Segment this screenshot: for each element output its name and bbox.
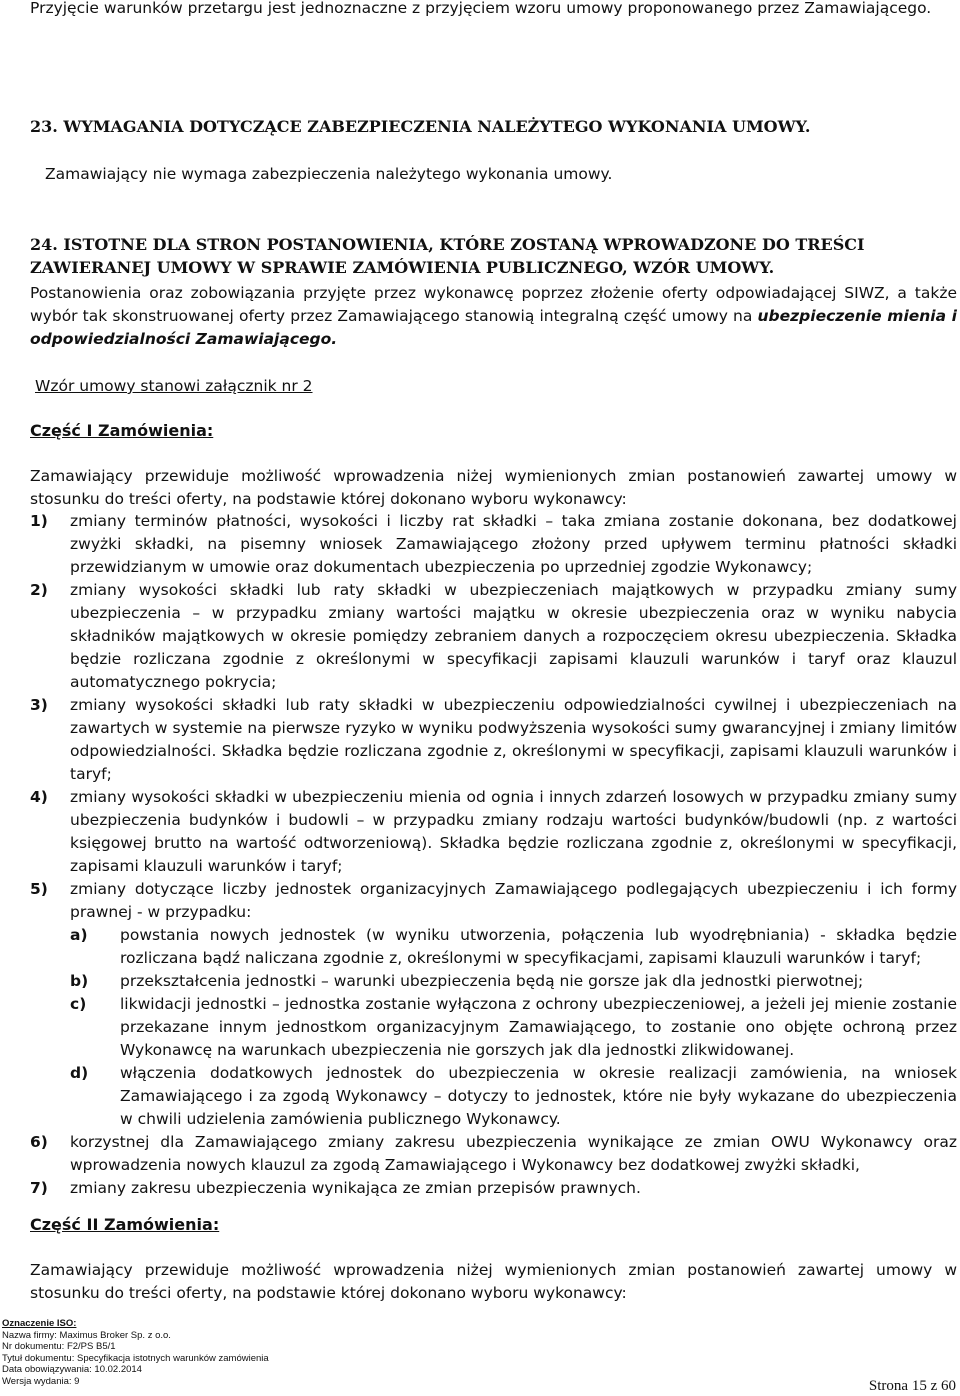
list-item-text: zmiany wysokości składki w ubezpieczeniu mienia od ognia i innych zdarzeń losowych w przypadku zmiany sumy ubezpieczenia budynków i budowli – w przypadku zmiany rodzaju wartości budynków/budowli (np. z wartości księgowej brutto na wartość odtworzeniową). Składka będzie rozliczana zgodnie z, określonymi w specyfikacji, zapisami klauzuli warunków i taryf; xyxy=(70,788,957,875)
footer-doc-number: Nr dokumentu: F2/PS B5/1 xyxy=(2,1341,116,1352)
sub-list-item-text: powstania nowych jednostek (w wyniku utworzenia, połączenia lub wyodrębniania) - składka będzie rozliczana bądź naliczana zgodnie z, określonymi w specyfikacjami, zapisami klauzuli warunków i taryf; xyxy=(120,926,957,967)
list-item xyxy=(30,878,957,924)
section-24-paragraph xyxy=(30,282,957,351)
section-23-text: Zamawiający nie wymaga zabezpieczenia należytego wykonania umowy. xyxy=(45,165,613,183)
document-footer xyxy=(2,1318,269,1387)
page-number: Strona 15 z 60 xyxy=(868,1378,956,1394)
list-item xyxy=(30,510,957,579)
sub-list-item xyxy=(70,924,957,970)
contract-template-note: Wzór umowy stanowi załącznik nr 2 xyxy=(35,377,313,395)
list-item-number: 2) xyxy=(30,581,48,599)
section-24-heading: 24. ISTOTNE DLA STRON POSTANOWIENIA, KTÓRE ZOSTANĄ WPROWADZONE DO TREŚCI ZAWIERANEJ UMOWY W SPRAWIE ZAMÓWIENIA PUBLICZNEGO, WZÓR UMOWY. xyxy=(30,235,865,277)
section-24-bold-text: ubezpieczenie mienia i odpowiedzialności Zamawiającego. xyxy=(30,307,957,348)
footer-iso-label: Oznaczenie ISO: xyxy=(2,1318,77,1329)
part-1-change-list xyxy=(30,510,957,1200)
list-item-number: 1) xyxy=(30,512,48,530)
sub-list-item-text: włączenia dodatkowych jednostek do ubezpieczenia w okresie realizacji zamówienia, na wniosek Zamawiającego i za zgodą Wykonawcy – dotyczy to jednostek, które nie były wykazane do ubezpieczenia w chwili udzielenia zamówienia publicznego Wykonawcy. xyxy=(120,1064,957,1128)
sub-list-item-text: likwidacji jednostki – jednostka zostanie wyłączona z ochrony ubezpieczeniowej, a jeżeli jej mienie zostanie przekazane innym jednostkom organizacyjnym Zamawiającego, to zostanie ono objęte ochroną przez Wykonawcę na warunkach ubezpieczenia nie gorszych jak dla jednostki zlikwidowanej. xyxy=(120,995,957,1059)
sub-list-item-text: przekształcenia jednostki – warunki ubezpieczenia będą nie gorsze jak dla jednostki pierwotnej; xyxy=(120,972,864,990)
footer-valid-date: Data obowiązywania: 10.02.2014 xyxy=(2,1364,142,1375)
list-item-text: zmiany wysokości składki lub raty składki w ubezpieczeniach majątkowych w przypadku zmiany sumy ubezpieczenia – w przypadku zmiany wartości majątku w okresie ubezpieczenia oraz w wyniku nabycia składników majątkowych w okresie pomiędzy zebraniem danych a rozpoczęciem okresu ubezpieczenia. Składka będzie rozliczana zgodnie z określonymi w specyfikacji zapisami klauzuli warunków i taryf oraz klauzul automatycznego pokrycia; xyxy=(70,581,957,691)
list-item-number: 5) xyxy=(30,880,48,898)
list-item-number: 3) xyxy=(30,696,48,714)
section-23-heading: 23. WYMAGANIA DOTYCZĄCE ZABEZPIECZENIA NALEŻYTEGO WYKONANIA UMOWY. xyxy=(30,117,811,136)
sub-list-item-letter: a) xyxy=(70,926,88,944)
list-item-text: korzystnej dla Zamawiającego zmiany zakresu ubezpieczenia wynikające ze zmian OWU Wykonawcy oraz wprowadzenia nowych klauzul za zgodą Zamawiającego i Wykonawcy bez dodatkowej zwyżki składki, xyxy=(70,1133,957,1174)
sub-list-item-letter: c) xyxy=(70,995,87,1013)
part-2-title: Część II Zamówienia: xyxy=(30,1215,220,1234)
footer-company: Nazwa firmy: Maximus Broker Sp. z o.o. xyxy=(2,1329,171,1341)
list-item xyxy=(30,1177,957,1200)
footer-doc-title: Tytuł dokumentu: Specyfikacja istotnych warunków zamówienia xyxy=(2,1352,269,1364)
sub-list-item xyxy=(70,970,957,993)
sub-list-item xyxy=(70,993,957,1062)
list-item-number: 7) xyxy=(30,1179,48,1197)
section-24-text: Postanowienia oraz zobowiązania przyjęte przez wykonawcę poprzez złożenie oferty odpowiadającej SIWZ, a także wybór tak skonstruowanej oferty przez Zamawiającego stanowią integralną część umowy na xyxy=(30,284,957,325)
list-item xyxy=(30,786,957,878)
intro-paragraph: Przyjęcie warunków przetargu jest jednoznaczne z przyjęciem wzoru umowy proponowanego przez Zamawiającego. xyxy=(30,0,932,17)
part-2-intro: Zamawiający przewiduje możliwość wprowadzenia niżej wymienionych zmian postanowień zawartej umowy w stosunku do treści oferty, na podstawie której dokonano wyboru wykonawcy: xyxy=(30,1261,957,1302)
list-item xyxy=(30,579,957,694)
list-item-text: zmiany dotyczące liczby jednostek organizacyjnych Zamawiającego podlegających ubezpieczeniu i ich formy prawnej - w przypadku: xyxy=(70,880,957,921)
list-item-number: 6) xyxy=(30,1133,48,1151)
part-1-intro: Zamawiający przewiduje możliwość wprowadzenia niżej wymienionych zmian postanowień zawartej umowy w stosunku do treści oferty, na podstawie której dokonano wyboru wykonawcy: xyxy=(30,467,957,508)
list-item xyxy=(30,694,957,786)
sub-list-item xyxy=(70,1062,957,1131)
list-item xyxy=(30,1131,957,1177)
list-item-number: 4) xyxy=(30,788,48,806)
list-item-text: zmiany zakresu ubezpieczenia wynikająca ze zmian przepisów prawnych. xyxy=(70,1179,641,1197)
list-item-text: zmiany wysokości składki lub raty składki w ubezpieczeniu odpowiedzialności cywilnej i ubezpieczeniach na zawartych w systemie na pierwsze ryzyko w wyniku podwyższenia wysokości sumy gwarancyjnej i zmiany limitów odpowiedzialności. Składka będzie rozliczana zgodnie z, określonymi w specyfikacji, zapisami klauzuli warunków i taryf; xyxy=(70,696,957,783)
sub-list-item-letter: b) xyxy=(70,972,89,990)
part-1-title: Część I Zamówienia: xyxy=(30,421,214,440)
list-item-text: zmiany terminów płatności, wysokości i liczby rat składki – taka zmiana zostanie dokonana, bez dodatkowej zwyżki składki, na pisemny wniosek Zamawiającego złożony przed upływem terminu płatności składki przewidzianym w umowie oraz dokumentach ubezpieczenia po uprzedniej zgodzie Wykonawcy; xyxy=(70,512,957,576)
sub-list-item-letter: d) xyxy=(70,1064,89,1082)
footer-version: Wersja wydania: 9 xyxy=(2,1375,80,1387)
